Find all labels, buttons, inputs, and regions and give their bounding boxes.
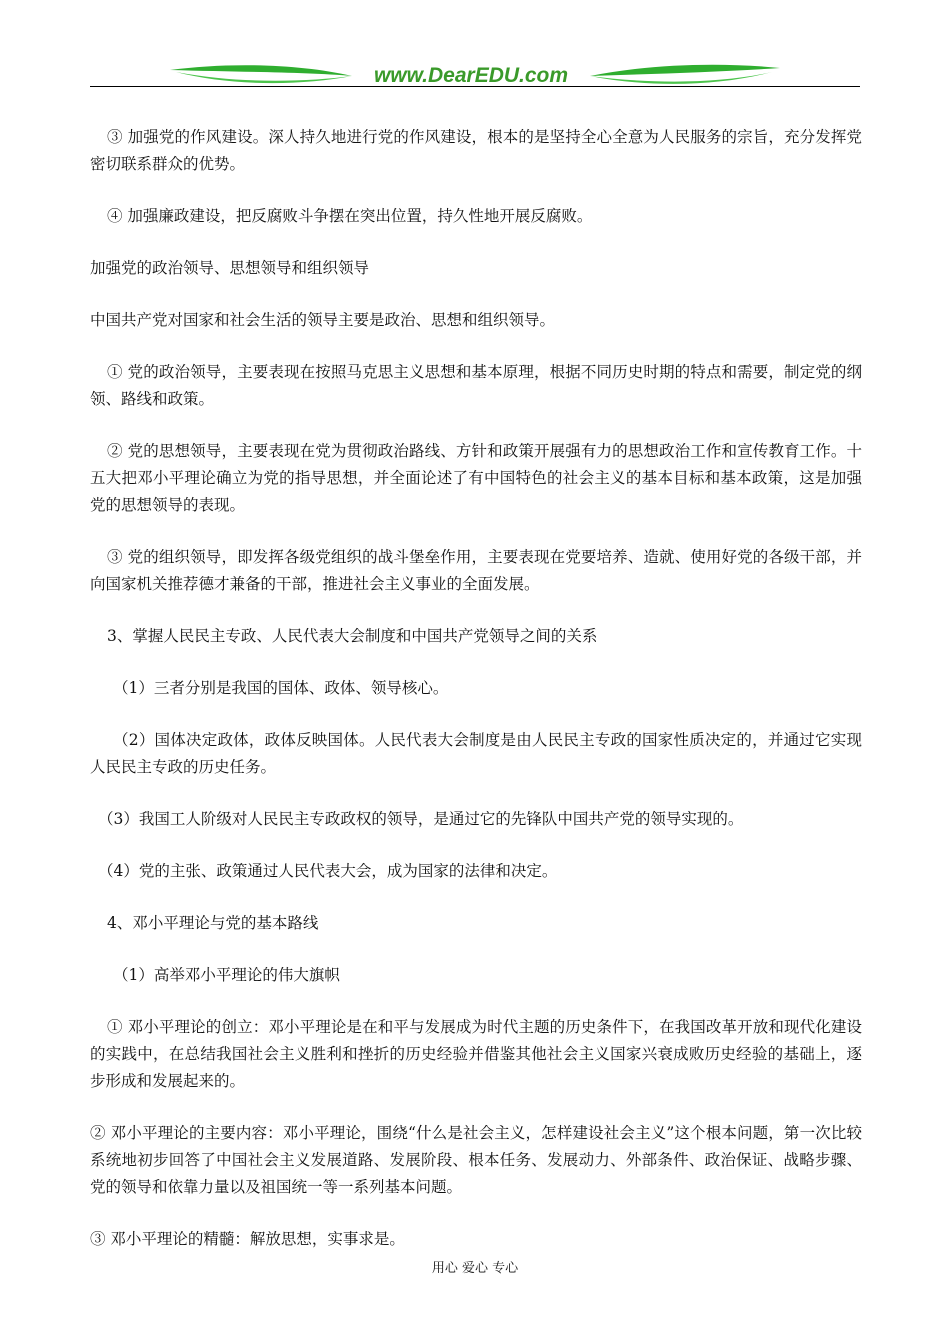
paragraph: ③ 党的组织领导，即发挥各级党组织的战斗堡垒作用，主要表现在党要培养、造就、使用好党的各级干部，并向国家机关推荐德才兼备的干部，推进社会主义事业的全面发展。 xyxy=(90,548,862,593)
paragraph: （1）三者分别是我国的国体、政体、领导核心。 xyxy=(113,679,449,697)
paragraph: ③ 加强党的作风建设。深人持久地进行党的作风建设，根本的是坚持全心全意为人民服务的宗旨，充分发挥党密切联系群众的优势。 xyxy=(90,128,862,173)
paragraph: ① 邓小平理论的创立：邓小平理论是在和平与发展成为时代主题的历史条件下，在我国改革开放和现代化建设的实践中，在总结我国社会主义胜利和挫折的历史经验并借鉴其他社会主义国家兴衰成败历史经验的基础上，逐步形成和发展起来的。 xyxy=(90,1018,862,1090)
paragraph: （1）高举邓小平理论的伟大旗帜 xyxy=(113,966,340,984)
header-divider xyxy=(90,86,860,87)
paragraph: ④ 加强廉政建设，把反腐败斗争摆在突出位置，持久性地开展反腐败。 xyxy=(107,207,593,225)
document-body xyxy=(90,124,862,1278)
paragraph: （4）党的主张、政策通过人民代表大会，成为国家的法律和决定。 xyxy=(98,862,558,880)
paragraph: ① 党的政治领导，主要表现在按照马克思主义思想和基本原理，根据不同历史时期的特点和需要，制定党的纲领、路线和政策。 xyxy=(90,363,862,408)
section-heading: 加强党的政治领导、思想领导和组织领导 xyxy=(90,259,370,277)
section-heading: 3、掌握人民民主专政、人民代表大会制度和中国共产党领导之间的关系 xyxy=(107,627,598,645)
section-heading: 4、邓小平理论与党的基本路线 xyxy=(107,914,319,932)
page-footer: 用心 爱心 专心 xyxy=(431,1261,519,1276)
paragraph: ② 邓小平理论的主要内容：邓小平理论，围绕“什么是社会主义，怎样建设社会主义”这个根本问题，第一次比较系统地初步回答了中国社会主义发展道路、发展阶段、根本任务、发展动力、外部条件、政治保证、战略步骤、党的领导和依靠力量以及祖国统一等一系列基本问题。 xyxy=(90,1124,862,1196)
paragraph: （3）我国工人阶级对人民民主专政政权的领导，是通过它的先锋队中国共产党的领导实现的。 xyxy=(98,810,744,828)
paragraph: ② 党的思想领导，主要表现在党为贯彻政治路线、方针和政策开展强有力的思想政治工作和宣传教育工作。十五大把邓小平理论确立为党的指导思想，并全面论述了有中国特色的社会主义的基本目标和基本政策，这是加强党的思想领导的表现。 xyxy=(90,442,862,514)
logo-text: www.DearEDU.com xyxy=(373,64,569,87)
paragraph: ③ 邓小平理论的精髓：解放思想，实事求是。 xyxy=(90,1230,405,1248)
paragraph: （2）国体决定政体，政体反映国体。人民代表大会制度是由人民民主专政的国家性质决定的，并通过它实现人民民主专政的历史任务。 xyxy=(90,731,862,776)
paragraph: 中国共产党对国家和社会生活的领导主要是政治、思想和组织领导。 xyxy=(90,311,556,329)
